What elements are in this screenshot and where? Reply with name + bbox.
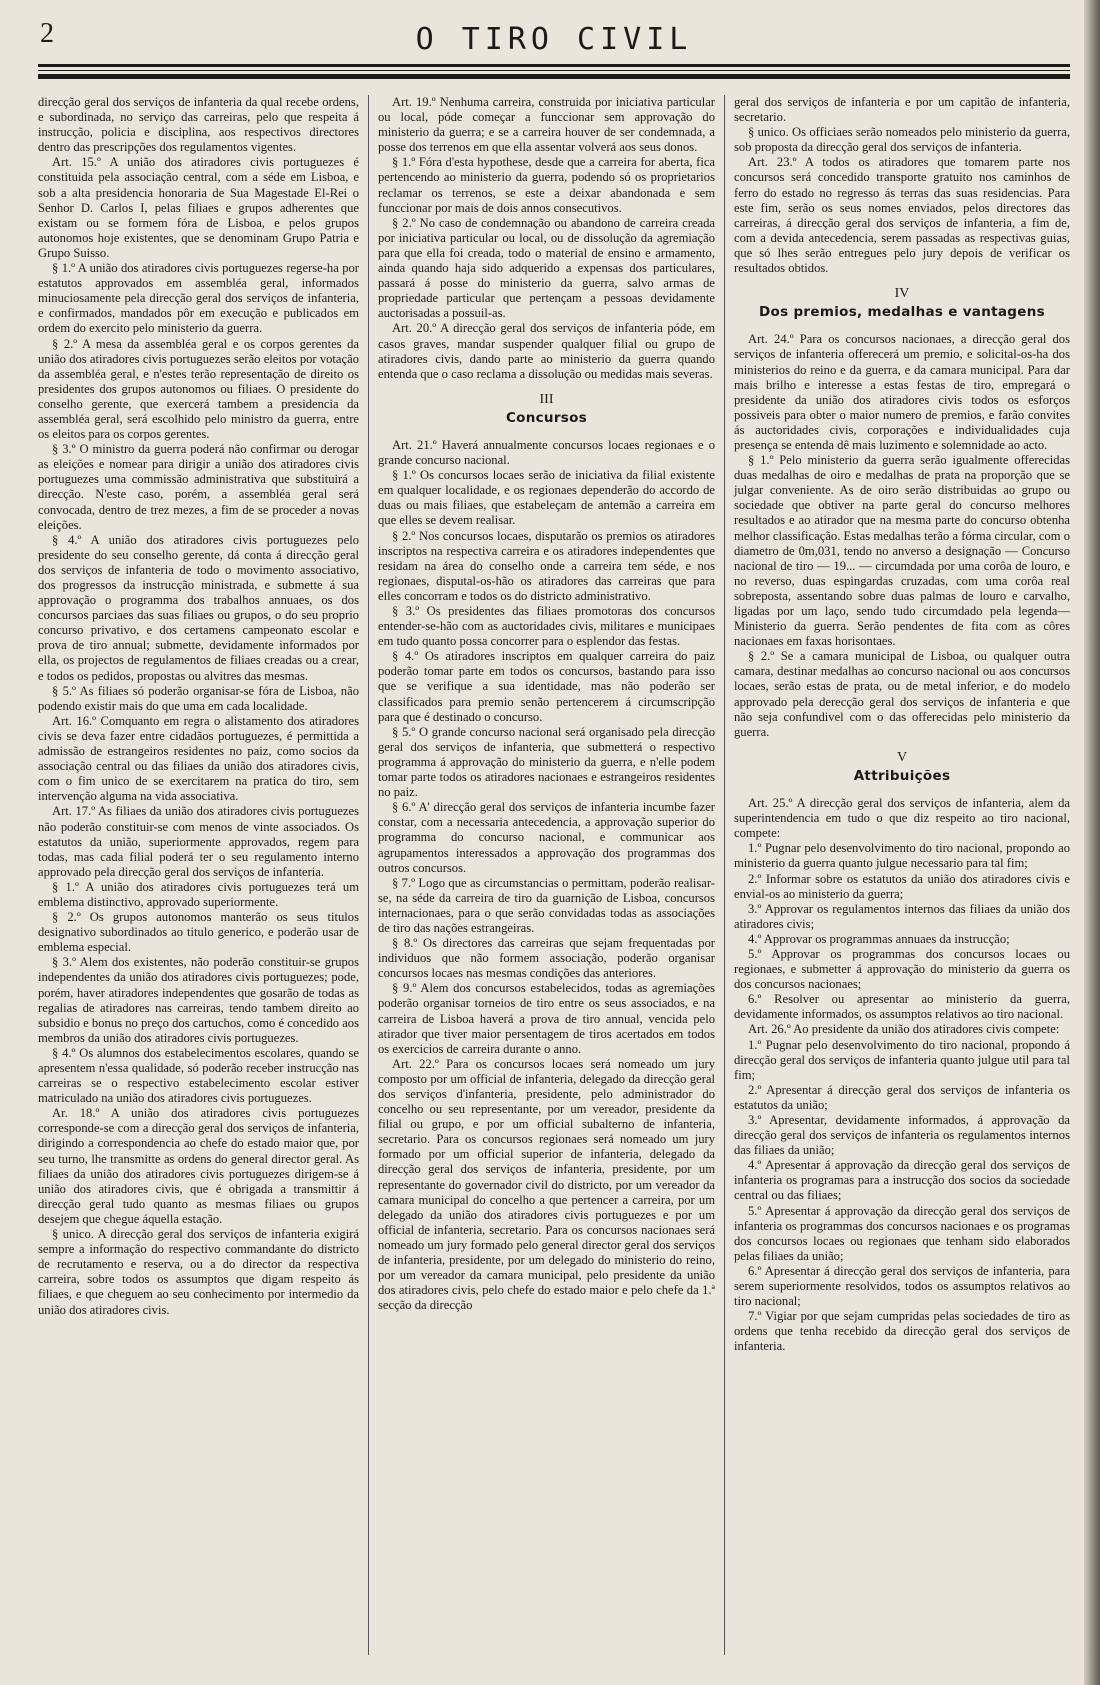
masthead xyxy=(38,18,1070,62)
paragraph: 3.º Apresentar, devidamente informados, á approvação da direcção geral dos serviços de infanteria os regulamentos internos das filiaes da união; xyxy=(734,1113,1070,1158)
paragraph: § 9.º Alem dos concursos estabelecidos, todas as agremiações poderão organisar torneios de tiro entre os seus associados, e na carreira de Lisboa haverá a prova de tiro annual, vencida pelo atirador que tiver maior persentagem de tiros acertados em todos os exercicios de carreira durante o anno. xyxy=(378,981,715,1056)
paragraph: 5.º Approvar os programmas dos concursos locaes ou regionaes, e submetter á approvação do ministerio da guerra os dos concursos nacionaes; xyxy=(734,946,1070,992)
paragraph: 5.º Apresentar á approvação da direcção geral dos serviços de infanteria os programmas dos concursos nacionaes e os programas dos concursos locaes ou regionaes que tenham sido elaborados pelas filiaes da união; xyxy=(734,1203,1070,1263)
column-1 xyxy=(38,95,368,1655)
column-3-paragraphs-b xyxy=(734,332,1070,740)
paragraph: § 4.º Os atiradores inscriptos em qualquer carreira do paiz poderão tomar parte em todos os concursos, bastando para isso que se verifique a sua identidade, mas não poderão ser classificados para premio senão pertencerem á circumscripção para que é destinado o concurso. xyxy=(378,649,715,724)
paragraph: Art. 26.º Ao presidente da união dos atiradores civis compete: xyxy=(748,1022,1060,1037)
paragraph: 3.º Approvar os regulamentos internos das filiaes da união dos atiradores civis; xyxy=(734,901,1070,931)
paragraph: Art. 15.º A união dos atiradores civis portuguezes é constituida pela associação central, com a séde em Lisboa, e sob a alta presidencia honoraria de Sua Magestade El-Rei o Senhor D. Carlos I, pelas filiaes e grupos adherentes que existam ou se formem fóra de Lisboa, e pelos grupos autonomos hoje existentes, que se denominam Grupo Patria e Grupo Suisso. xyxy=(38,155,359,260)
section-number-IV: IV xyxy=(894,286,910,302)
paragraph: 6.º Resolver ou apresentar ao ministerio da guerra, devidamente informados, os assumptos relativos ao tiro nacional. xyxy=(734,992,1070,1022)
article-columns xyxy=(38,95,1070,1655)
paragraph: § 2.º Os grupos autonomos manterão os seus titulos designativo subordinados ao titulo generico, e poderão usar de emblema especial. xyxy=(38,910,359,955)
paragraph: § 3.º O ministro da guerra poderá não confirmar ou derogar as eleições e nomear para dirigir a união dos atiradores civis portuguezes uma commissão administrativa que substituirá a direcção. N'este caso, porém, a assembléa geral será convocada, dentro de trez mezes, a fim de se proceder a novas eleições. xyxy=(38,442,359,532)
paragraph: 7.º Vigiar por que sejam cumpridas pelas sociedades de tiro as ordens que tenha recebido da direcção geral dos serviços de infanteria. xyxy=(734,1309,1070,1354)
paragraph: § 1.º A união dos atiradores civis portuguezes regerse-ha por estatutos approvados em assembléa geral, informados minuciosamente pela direcção geral dos serviços de infanteria, e confirmados, mandados pôr em execução e publicados em ordem do exercito pelo ministerio da guerra. xyxy=(38,261,359,336)
column-3-paragraphs-c xyxy=(734,796,1070,1354)
paragraph: Ar. 18.º A união dos atiradores civis portuguezes corresponde-se com a direcção geral dos serviços de infanteria, dirigindo a correspondencia ao chefe do estado maior que, por seu turno, lhe transmitte as ordens do general director geral. As filiaes da união dos atiradores civis portuguezes dirigem-se á união dos atiradores civis, que é obrigada a transmittir á direcção geral tudo quanto as mesmas filiaes ou grupos desejem que chegue áquella estação. xyxy=(38,1106,359,1226)
paragraph: 6.º Apresentar á direcção geral dos serviços de infanteria, para serem superiormente resolvidos, todos os assumptos relativos ao tiro nacional; xyxy=(734,1263,1070,1309)
paragraph: geral dos serviços de infanteria e por um capitão de infanteria, secretario. xyxy=(734,95,1070,125)
paragraph: § 2.º Nos concursos locaes, disputarão os premios os atiradores inscriptos na respectiva carreira e os atiradores independentes que residam na área do conselho onde a carreira tem séde, e nos regionaes, disputal-os-hão os atiradores das carreiras que para elles concorram e todos os do districto administrativo. xyxy=(378,528,715,603)
header-rules xyxy=(38,64,1070,79)
paragraph: § 4.º Os alumnos dos estabelecimentos escolares, quando se apresentem n'essa qualidade, só poderão receber instrucção nas carreiras se o respectivo estabelecimento escolar estiver matriculado na união dos atiradores civis portuguezes. xyxy=(38,1045,359,1106)
page-edge-shadow xyxy=(1084,0,1100,1685)
paragraph: § 2.º A mesa da assembléa geral e os corpos gerentes da união dos atiradores civis portuguezes serão eleitos por votação da assembléa geral, e n'estes terão representação de direito os presidentes dos grupos autonomos ou filiaes. O presidente do conselho gerente, que exercerá tambem a presidencia da assembléa geral, será escolhido pelo ministro da guerra, entre os eleitos para os corpos gerentes. xyxy=(38,336,359,442)
paragraph: § 6.º A' direcção geral dos serviços de infanteria incumbe fazer constar, com a necessaria antecedencia, a approvação superior do programma do concurso nacional, e communicar aos agrupamentos interessados a approvação dos programmas dos outros concursos. xyxy=(378,800,715,875)
page-number: 2 xyxy=(40,18,54,49)
paragraph: 2.º Apresentar á direcção geral dos serviços de infanteria os estatutos da união; xyxy=(734,1082,1070,1112)
paragraph: Art. 20.º A direcção geral dos serviços de infanteria póde, em casos graves, mandar suspender qualquer filial ou grupo de atiradores civis, dando parte ao ministerio da guerra quando entenda que o caso reclama a dissolução ou medidas mais severas. xyxy=(378,321,715,381)
paragraph: § 1.º Pelo ministerio da guerra serão igualmente offerecidas duas medalhas de oiro e medalhas de prata na proporção que se julgar conveniente. As de oiro serão distribuidas ao grupo ou sociedade que obtiver na parte geral do concurso melhores resultados e ao atirador que na mesma parte do concurso obtenha melhor classificação. Estas medalhas terão a fórma circular, com o diametro de 0m,031, tendo no anverso a designação — Concurso nacional de tiro — 19... — circumdada por uma corôa de louro, e no reverso, duas espingardas cruzadas, com uma corôa real sobreposta, assentando sobre duas palmas de louro e carvalho, ligadas por um laço, sendo tudo circumdado pela legenda—Ministerio da guerra. Serão pendentes de fita com as côres nacionaes em faxas horisontaes. xyxy=(734,453,1070,649)
paragraph: Art. 25.º A direcção geral dos serviços de infanteria, alem da superintendencia em tudo o que diz respeito ao tiro nacional, compete: xyxy=(734,796,1070,841)
section-heading-concursos: Concursos xyxy=(505,409,588,426)
paragraph: Art. 21.º Haverá annualmente concursos locaes regionaes e o grande concurso nacional. xyxy=(378,437,715,468)
paragraph: 1.º Pugnar pelo desenvolvimento do tiro nacional, propondo ao ministerio da guerra quanto julgue necessario para tal fim; xyxy=(734,841,1070,871)
paragraph: § 4.º A união dos atiradores civis portuguezes pelo presidente do seu conselho gerente, dá conta á direcção geral dos serviços de infanteria de todo o movimento associativo, dos progressos da instrucção ministrada, e submette á sua approvação o programma dos trabalhos annuaes, os dos concursos parciaes das suas filiaes ou grupos, o do seu proprio concurso privativo, e dos certamens campeonato escolar e prova de tiro annual; submette, devidamente informados por ella, os projectos de regulamentos de filiaes creadas ou a crear, e todos os pedidos, propostas ou alvitres das mesmas. xyxy=(38,532,359,683)
section-number-V: V xyxy=(896,749,908,765)
paragraph: § 1.º A união dos atiradores civis portuguezes terá um emblema distinctivo, approvado superiormente. xyxy=(38,879,359,909)
paragraph: § unico. A direcção geral dos serviços de infanteria exigirá sempre a informação do respectivo commandante do districto de recrutamento e reserva, ou a do director da respectiva carreira, sobre todos os assumptos que digam respeito ás filiaes, e que cheguem ao seu conhecimento por intermedio da união dos atiradores civis. xyxy=(38,1227,359,1317)
paragraph: 2.º Informar sobre os estatutos da união dos atiradores civis e envial-os ao ministerio da guerra; xyxy=(734,871,1070,901)
column-3 xyxy=(724,95,1070,1655)
column-3-paragraphs-a xyxy=(734,95,1070,276)
paragraph: § 5.º As filiaes só poderão organisar-se fóra de Lisboa, não podendo existir mais do que uma em cada localidade. xyxy=(38,683,359,713)
newspaper-title: O TIRO CIVIL xyxy=(415,22,693,57)
paragraph: § 8.º Os directores das carreiras que sejam frequentadas por individuos que não formem associação, poderão organisar concursos locaes nas mesmas condições das anteriores. xyxy=(378,936,715,981)
paragraph: § 3.º Os presidentes das filiaes promotoras dos concursos entender-se-hão com as auctoridades civis, militares e municipaes em tudo quanto possa concorrer para o esplendor das festas. xyxy=(378,604,715,649)
paragraph: Art. 22.º Para os concursos locaes será nomeado um jury composto por um official de infanteria, delegado da direcção geral dos serviços d'infanteria, presidente, pelo administrador do concelho ou seu representante, por um vereador, presidente da filial ou grupo, e por um official subalterno de infanteria, secretario. Para os concursos regionaes será nomeado um jury formado por um official superior de infanteria, delegado da direcção geral dos serviços de infanteria, presidente, por um representante do governador civil do districto, por um vereador da camara municipal do concelho a que pertencer a carreira, por um delegado da união dos atiradores civis portuguezes e por um official de infanteria, secretario. Para os concursos nacionaes será nomeado um jury formado pelo general director geral dos serviços de infanteria, presidente, por um delegado do ministerio do reino, por um vereador da camara municipal, pelo presidente da união dos atiradores civis, pelo chefe do estado maior e pelo chefe da 1.ª secção da direcção xyxy=(378,1056,715,1313)
paragraph: 4.º Apresentar á approvação da direcção geral dos serviços de infanteria os programas para a instrucção dos socios da sociedade central ou das filiaes; xyxy=(734,1158,1070,1203)
paragraph: Art. 23.º A todos os atiradores que tomarem parte nos concursos será concedido transporte gratuito nos caminhos de ferro do estado no regresso ás terras das suas residencias. Para este fim, serão os seus nomes enviados, pelos directores das carreiras, á direcção geral dos serviços de infanteria, a fim de, com a devida antecedencia, serem passadas as respectivas guias, que só lhes serão entregues pelo jury depois de verificar os resultados obtidos. xyxy=(734,155,1070,276)
paragraph: 4.º Approvar os programmas annuaes da instrucção; xyxy=(748,931,1010,946)
column-2-paragraphs-a xyxy=(378,95,715,382)
paragraph: § 3.º Alem dos existentes, não poderão constituir-se grupos independentes da união dos atiradores civis portuguezes; pode, porém, haver atiradores independentes que gosarão de todas as regalias de atiradores nas carreiras, tendo tambem direito ao subsidio e bonus no preço dos cartuchos, como é concedido aos membros da união dos atiradores civis portuguezes. xyxy=(38,955,359,1045)
paragraph: Art. 24.º Para os concursos nacionaes, a direcção geral dos serviços de infanteria offerecerá um premio, e solicital-os-ha dos ministerios do reino e da guerra, e da camara municipal. Para dar mais brilho e interesse a estas festas de tiro, empregará o presidente da união dos atiradores civis todos os esforços possiveis para obter o maior numero de premios, e farão convites ás auctoridades civis, corporações e individualidades cuja presença se entenda dê mais luzimento e solemnidade ao acto. xyxy=(734,332,1070,452)
paragraph: 1.º Pugnar pelo desenvolvimento do tiro nacional, propondo á direcção geral dos serviços de infanteria quanto julgue util para tal fim; xyxy=(734,1037,1070,1082)
paragraph: § 5.º O grande concurso nacional será organisado pela direcção geral dos serviços de infanteria, que submetterá o respectivo programma á approvação do ministerio da guerra, e n'elle podem tomar parte todos os atiradores nacionaes e estrangeiros residentes no paiz. xyxy=(378,724,715,800)
paragraph: Art. 19.º Nenhuma carreira, construida por iniciativa particular ou local, póde começar a funccionar sem approvação do ministerio da guerra; e se a carreira houver de ser condemnada, a posse dos terrenos em que ella assentar volverá aos seus donos. xyxy=(378,95,715,155)
paragraph: § 2.º No caso de condemnação ou abandono de carreira creada por iniciativa particular ou local, ou de dissolução da agremiação para que ella foi creada, todo o material de ensino e armamento, ainda quando haja sido adquerido a expensas dos particulares, passará á posse do ministerio da guerra, salvo armas de propriedade particular que pertençam a pessoas devidamente auctorisadas a possuil-as. xyxy=(378,215,715,321)
paragraph: § unico. Os officiaes serão nomeados pelo ministerio da guerra, sob proposta da direcção geral dos serviços de infanteria. xyxy=(734,125,1070,155)
paragraph: § 2.º Se a camara municipal de Lisboa, ou qualquer outra camara, destinar medalhas ao concurso nacional ou aos concursos locaes, serão estas de prata, ou de metal inferior, e do modelo approvado pela derecção geral dos serviços de infanteria e que não seja confundivel com o das offerecidas pelo ministerio da guerra. xyxy=(734,649,1070,739)
paragraph: Art. 16.º Comquanto em regra o alistamento dos atiradores civis se deva fazer entre cidadãos portuguezes, é permittida a admissão de estrangeiros residentes no paiz, como socios da associação central ou das filiaes da união dos atiradores civis, com o fim unico de se exercitarem na pratica do tiro, sem intervenção alguma na vida associativa. xyxy=(38,713,359,804)
paragraph: § 1.º Os concursos locaes serão de iniciativa da filial existente em qualquer localidade, e os regionaes dependerão do accordo de duas ou mais filiaes, que estabeleçam de antemão a carreira em que elles se devem realisar. xyxy=(378,468,715,528)
column-2-paragraphs-b xyxy=(378,438,715,1313)
column-2 xyxy=(368,95,724,1655)
paragraph: Art. 17.º As filiaes da união dos atiradores civis portuguezes não poderão constituir-se com menos de vinte associados. Os estatutos da união, superiormente approvados, regem para todas, mas cada filial poderá ter o seu regulamento interno approvado pela direcção geral dos serviços de infanteria. xyxy=(38,804,359,879)
paragraph: § 7.º Logo que as circumstancias o permittam, poderão realisar-se, na séde da carreira de tiro da guarnição de Lisboa, concursos internacionaes, para o que serão convidadas todas as associações de tiro das nações estrangeiras. xyxy=(378,875,715,935)
column-1-paragraphs xyxy=(38,95,359,1318)
paragraph: direcção geral dos serviços de infanteria da qual recebe ordens, e subordinada, no serviço das carreiras, pelo que respeita á instrucção, policia e disciplina, aos respectivos directores dentro das prescripções dos regulamentos vigentes. xyxy=(38,95,359,155)
section-heading-attribuicoes: Attribuições xyxy=(853,767,951,784)
section-heading-premios: Dos premios, medalhas e vantagens xyxy=(759,304,1045,321)
paragraph: § 1.º Fóra d'esta hypothese, desde que a carreira for aberta, fica pertencendo ao ministerio da guerra, podendo só os proprietarios reclamar os terrenos, se este a deixar abandonada e sem funccionar por mais de dois annos consecutivos. xyxy=(378,155,715,215)
section-number-III: III xyxy=(539,391,554,407)
